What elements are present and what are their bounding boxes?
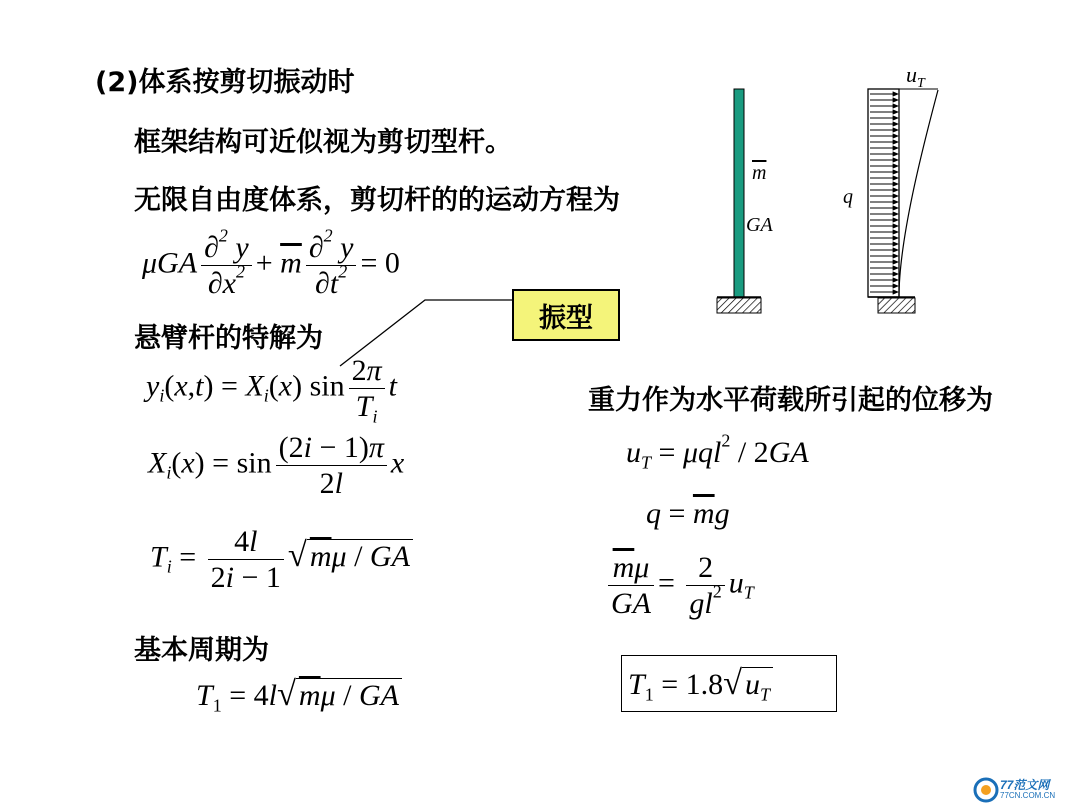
- shear-column-diagram: [712, 60, 952, 322]
- deflected-shape-curve: [899, 90, 938, 297]
- loaded-column: [868, 89, 899, 297]
- fixed-support-right: [878, 298, 915, 313]
- text-line-frame-structure: 框架结构可近似视为剪切型杆。: [134, 127, 512, 158]
- text-line-particular-solution: 悬臂杆的特解为: [134, 323, 323, 354]
- text-line-equation-intro: 无限自由度体系，剪切杆的的运动方程为: [134, 185, 620, 216]
- column-member: [734, 89, 744, 297]
- shear-stiffness-label: GA: [746, 214, 773, 236]
- top-displacement-label: $u_T$: [906, 62, 925, 91]
- equation-period-i: $T_i$ = $\frac{4l}{2i - 1}$ √ mμ / GA: [150, 526, 413, 593]
- equation-load: $q = \overline{m}g$: [646, 497, 730, 530]
- equation-top-displacement: $u_T = \mu ql^2 / 2GA$: [626, 430, 809, 473]
- load-label: q: [843, 186, 853, 208]
- mode-shape-callout: 振型: [512, 289, 620, 341]
- equation-ratio: $\frac{\overline{m}\mu}{GA}$ = $\frac{2}{gl^2}$ $u_T$: [604, 552, 754, 619]
- section-heading: (2)体系按剪切振动时: [95, 67, 355, 98]
- mass-label: $\overline{m}$: [752, 162, 767, 184]
- fixed-support-left: [717, 298, 761, 313]
- brand-logo-text: 77范文网: [1000, 778, 1050, 792]
- equation-boxed-period: $T_1 = 1.8√$ $u_T$: [628, 664, 773, 703]
- equation-fundamental-period: $T_1 = 4l√$ mμ / GA: [196, 675, 402, 714]
- brand-logo-icon: [972, 776, 1000, 804]
- equation-of-motion: μGA $\frac{\partial^2 y}{\partial x^2}$ + $\overline{m}$ $\frac{\partial^2 y}{\partial t^2}$ = 0: [142, 225, 400, 300]
- text-line-fundamental-period: 基本周期为: [134, 635, 269, 666]
- equation-mode-shape: $X_i(x) = \sin$ $\frac{(2i - 1)\pi}{2l}$ x: [148, 431, 405, 500]
- text-line-gravity-displacement: 重力作为水平荷载所引起的位移为: [588, 385, 993, 416]
- equation-particular-solution: $y_i(x,t) = X_i(x)$ sin $\frac{2\pi}{T_i}$ t: [146, 354, 397, 426]
- brand-logo-url: 77CN.COM.CN: [1000, 791, 1056, 800]
